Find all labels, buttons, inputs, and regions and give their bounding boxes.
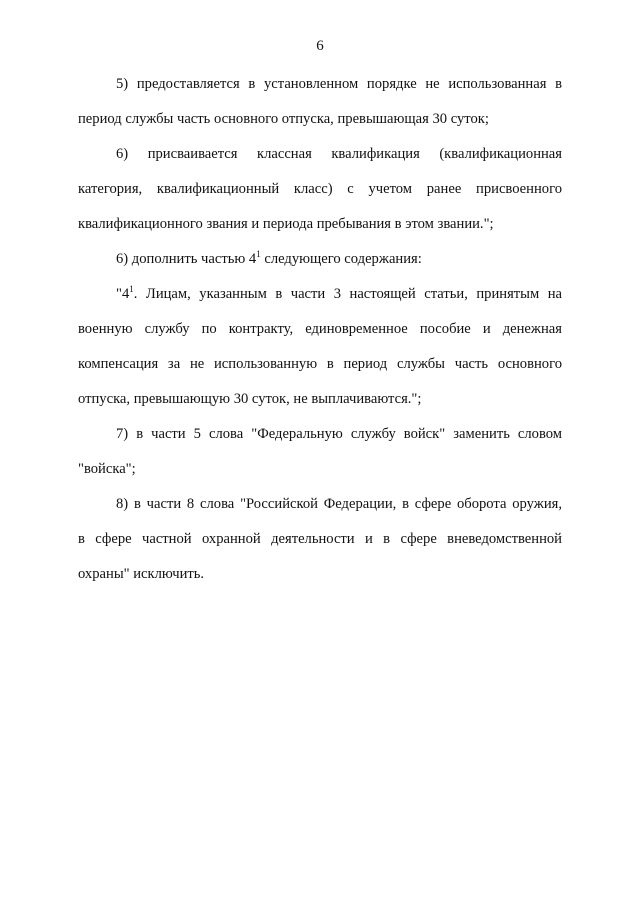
- text-line: категория, квалификационный класс) с учетом ранее присвоенного: [78, 181, 562, 197]
- paragraph-item-6: [78, 137, 562, 242]
- text-line: [78, 277, 562, 312]
- superscript: 1: [129, 284, 134, 294]
- text-fragment: "4: [116, 286, 130, 302]
- text-line: военную службу по контракту, единовременное пособие и денежная: [78, 321, 562, 337]
- text-line: "войска";: [78, 461, 136, 477]
- paragraph-item-5: [78, 67, 562, 137]
- page-number: 6: [316, 38, 324, 54]
- text-line: отпуска, превышающую 30 суток, не выплачиваются.";: [78, 391, 422, 407]
- paragraph-supplement: [78, 242, 562, 277]
- text-line: 5) предоставляется в установленном порядке не использованная в: [116, 76, 562, 92]
- superscript: 1: [256, 249, 261, 259]
- text-fragment: . Лицам, указанным в части 3 настоящей статьи, принятым на: [133, 286, 562, 302]
- text-line: [78, 242, 562, 277]
- paragraph-item-7: [78, 417, 562, 487]
- document-body: [78, 67, 562, 592]
- text-line: 7) в части 5 слова "Федеральную службу войск" заменить словом: [116, 426, 562, 442]
- paragraph-part-4-1: [78, 277, 562, 417]
- text-line: охраны" исключить.: [78, 566, 205, 582]
- text-line: 6) присваивается классная квалификация (квалификационная: [116, 146, 562, 162]
- text-line: компенсация за не использованную в период службы часть основного: [78, 356, 562, 372]
- text-line: в сфере частной охранной деятельности и в сфере вневедомственной: [78, 531, 562, 547]
- paragraph-item-8: [78, 487, 562, 592]
- text-line: квалификационного звания и периода пребывания в этом звании.";: [78, 216, 494, 232]
- text-line: 8) в части 8 слова "Российской Федерации, в сфере оборота оружия,: [116, 496, 562, 512]
- text-line: период службы часть основного отпуска, превышающая 30 суток;: [78, 111, 489, 127]
- text-fragment: 6) дополнить частью 4: [116, 251, 257, 267]
- text-fragment: следующего содержания:: [260, 251, 422, 267]
